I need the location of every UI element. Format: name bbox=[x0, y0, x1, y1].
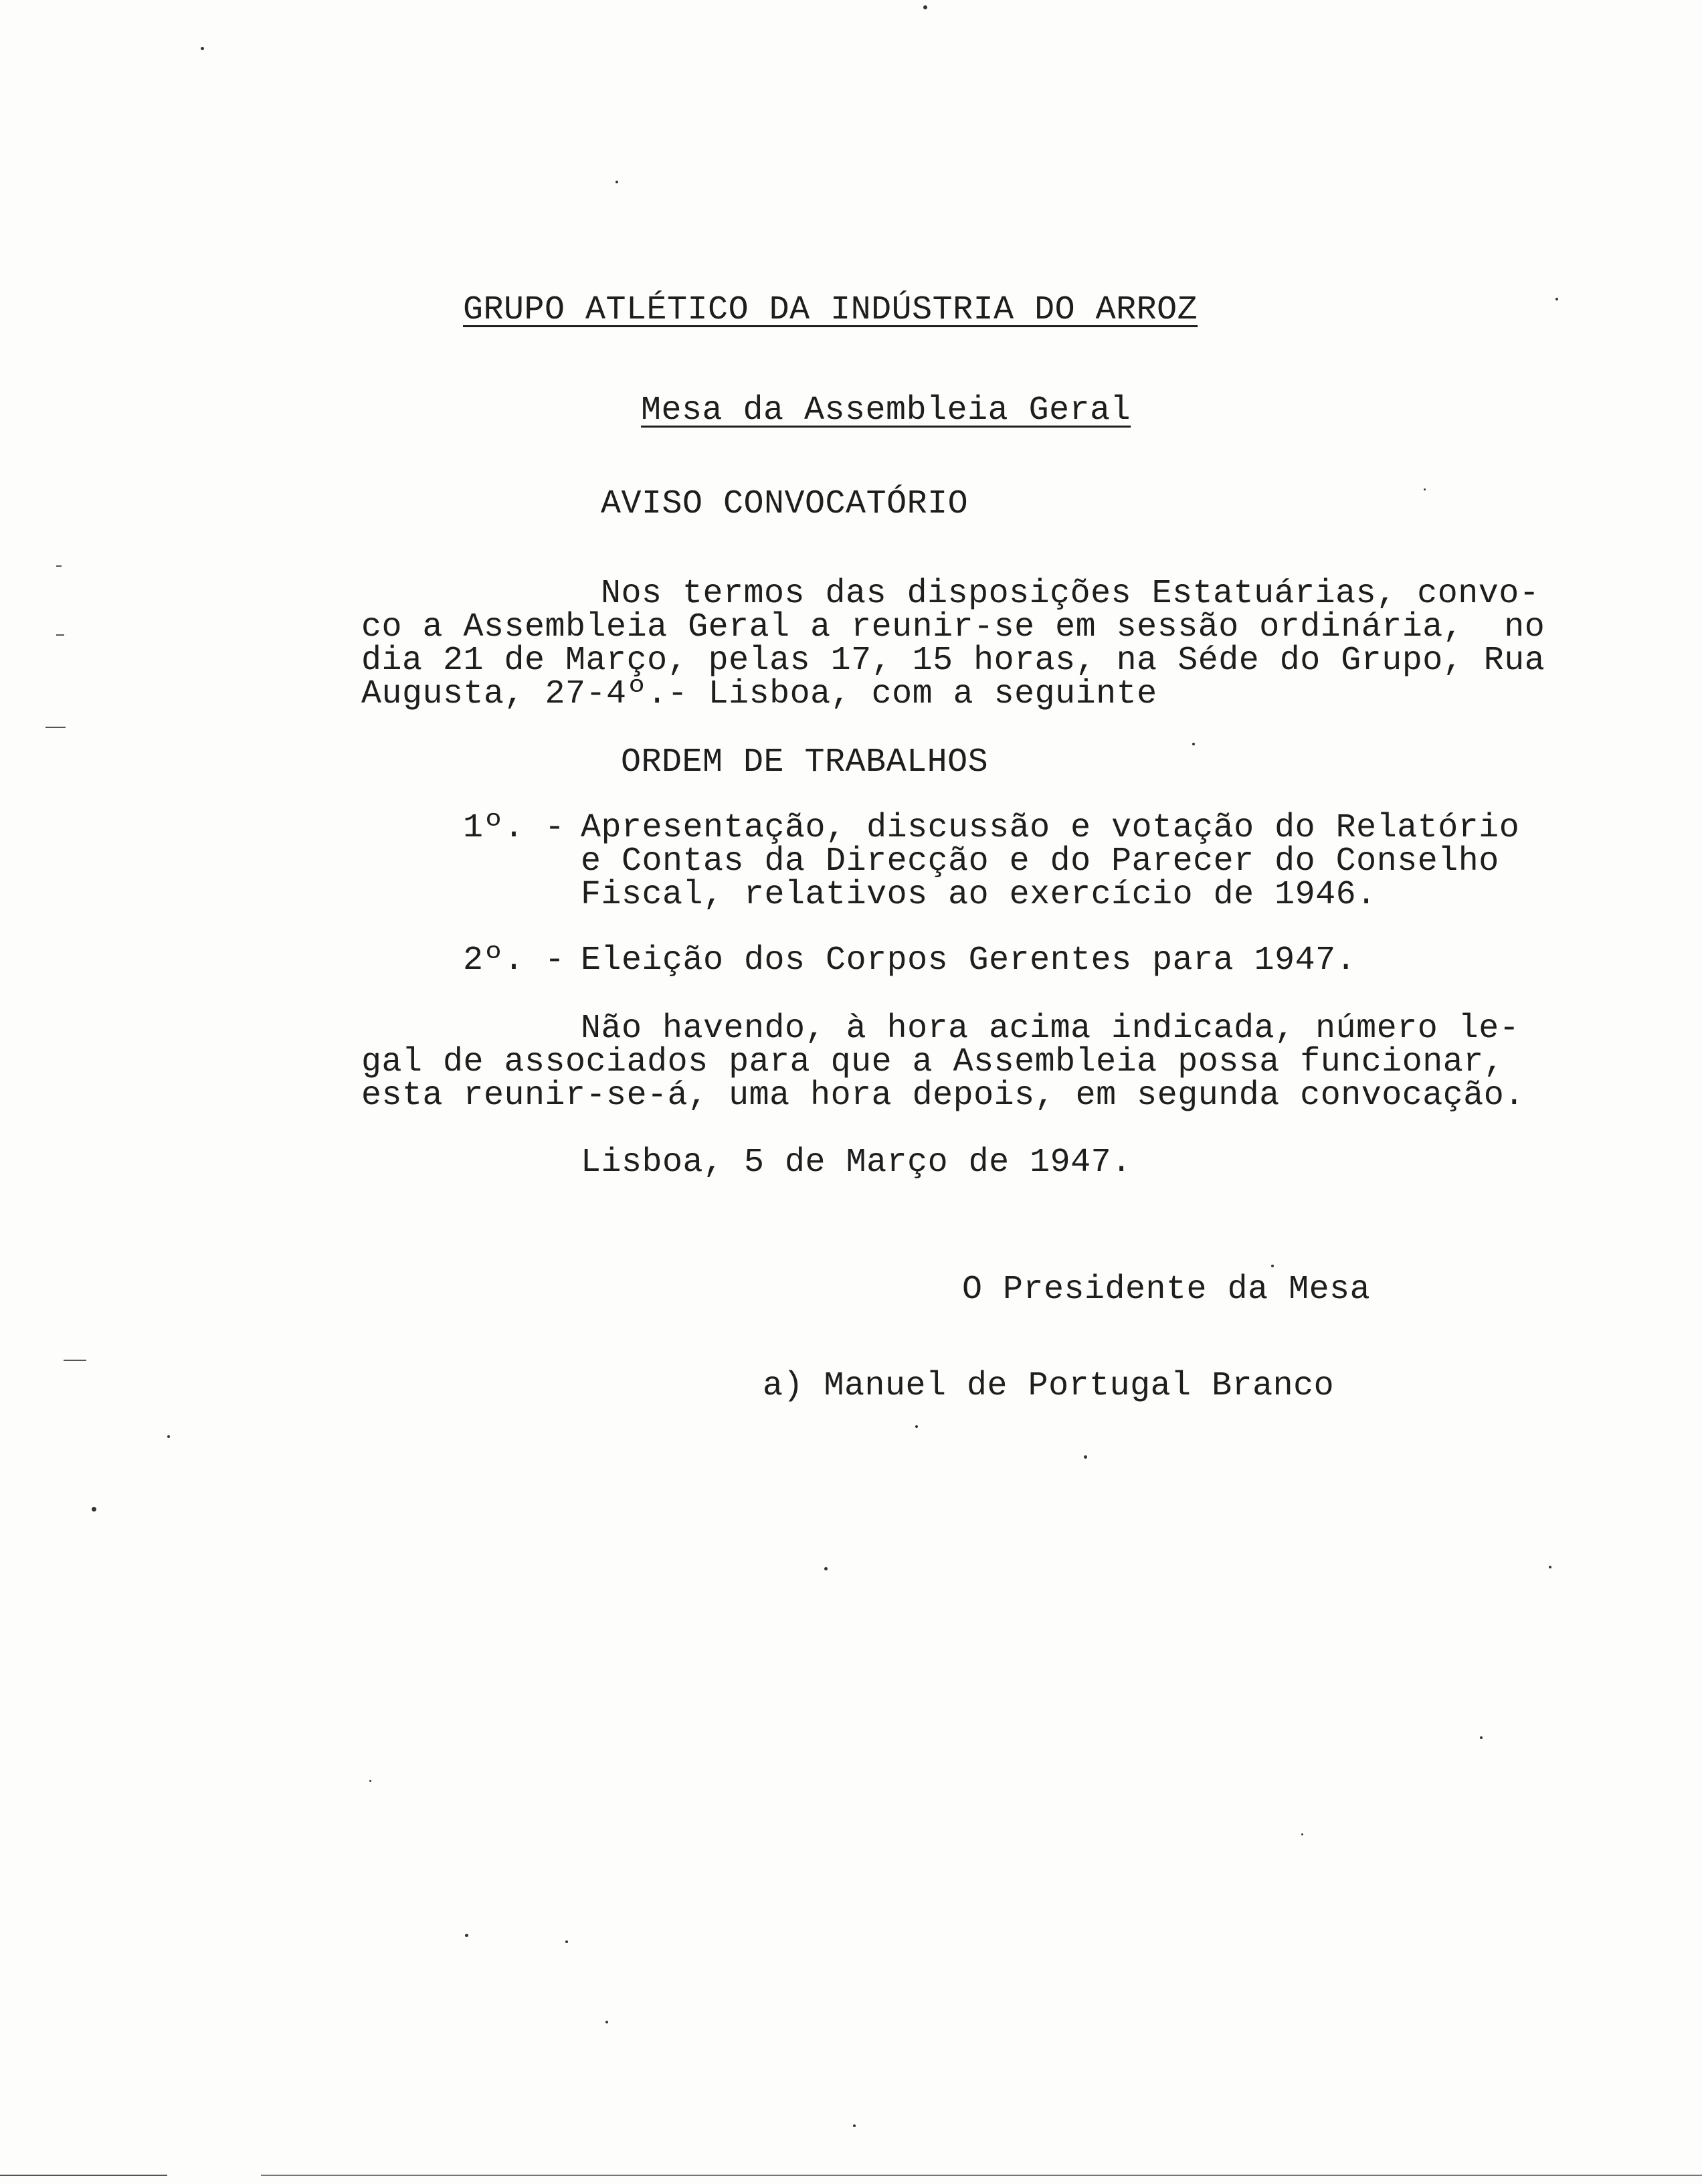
agenda-item-line: Apresentação, discussão e votação do Relatório bbox=[581, 809, 1520, 847]
agenda-item-line: Eleição dos Corpos Gerentes para 1947. bbox=[581, 941, 1357, 980]
committee-heading: Mesa da Assembleia Geral bbox=[641, 391, 1131, 430]
quorum-line: esta reunir-se-á, uma hora depois, em segunda convocação. bbox=[361, 1077, 1525, 1115]
signatory-role: O Presidente da Mesa bbox=[962, 1271, 1371, 1309]
agenda-item-number: 1º. - bbox=[463, 809, 565, 847]
quorum-line: Não havendo, à hora acima indicada, número le- bbox=[581, 1010, 1520, 1048]
intro-line: co a Assembleia Geral a reunir-se em sessão ordinária, no bbox=[361, 608, 1545, 646]
organization-heading: GRUPO ATLÉTICO DA INDÚSTRIA DO ARROZ bbox=[463, 291, 1198, 329]
intro-line: Nos termos das disposições Estatuárias, convo- bbox=[601, 575, 1540, 613]
quorum-line: gal de associados para que a Assembleia possa funcionar, bbox=[361, 1043, 1505, 1081]
notice-title: AVISO CONVOCATÓRIO bbox=[601, 485, 969, 523]
intro-line: dia 21 de Março, pelas 17, 15 horas, na Séde do Grupo, Rua bbox=[361, 642, 1545, 680]
date-line: Lisboa, 5 de Março de 1947. bbox=[581, 1144, 1132, 1182]
agenda-heading: ORDEM DE TRABALHOS bbox=[621, 743, 989, 782]
intro-line: Augusta, 27-4º.- Lisboa, com a seguinte bbox=[361, 675, 1157, 713]
agenda-item-line: Fiscal, relativos ao exercício de 1946. bbox=[581, 876, 1377, 914]
agenda-item-line: e Contas da Direcção e do Parecer do Conselho bbox=[581, 842, 1499, 881]
agenda-item-number: 2º. - bbox=[463, 941, 565, 980]
signature-line: a) Manuel de Portugal Branco bbox=[763, 1367, 1335, 1405]
